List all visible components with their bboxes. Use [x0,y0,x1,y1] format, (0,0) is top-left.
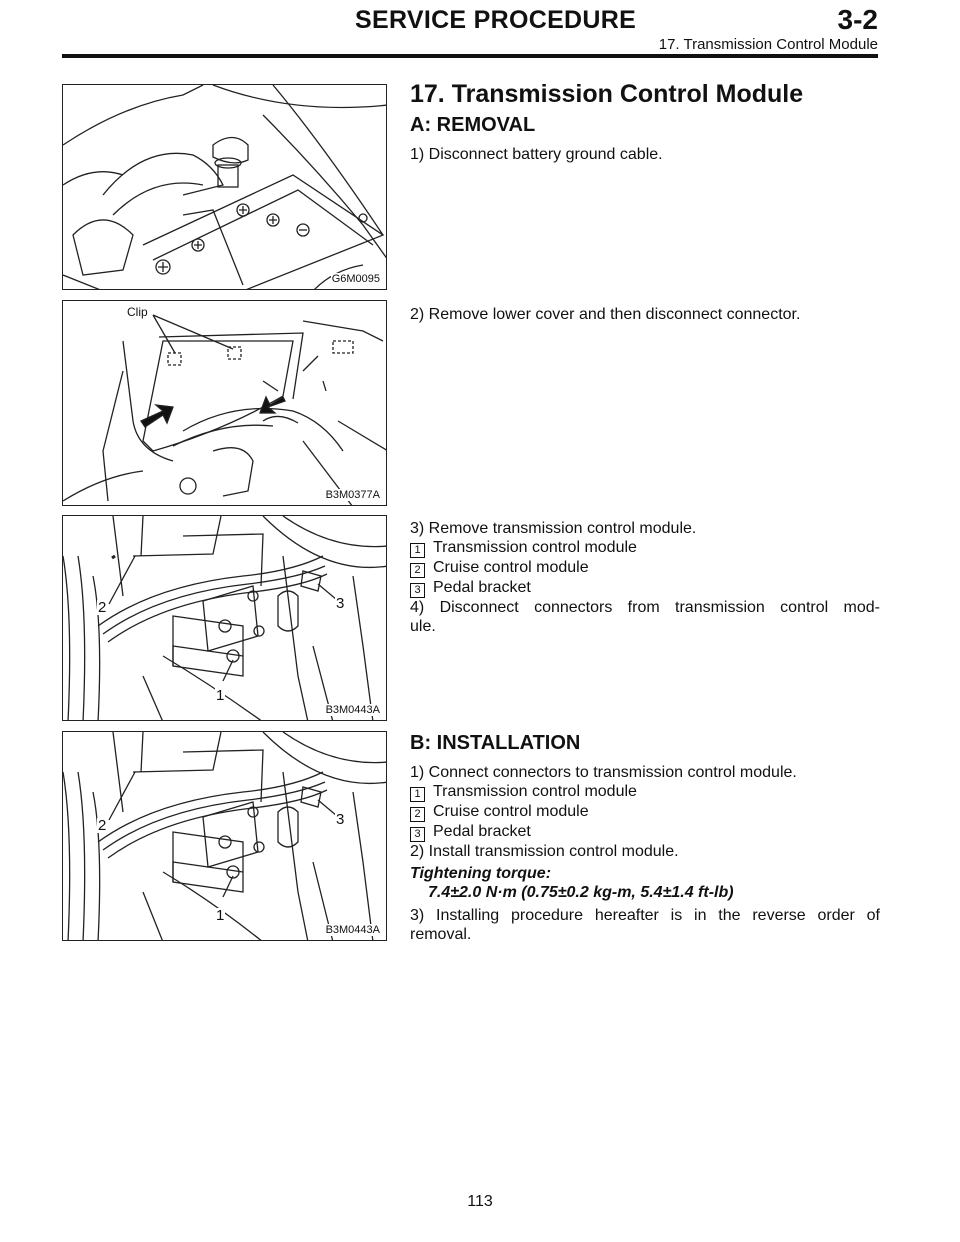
legend-item: 3 Pedal bracket [410,822,880,842]
removal-step-4: 4) Disconnect connectors from transmission control mod- [410,599,880,616]
removal-heading: A: REMOVAL [410,114,536,136]
callout-3: 3 [336,811,345,828]
legend-item: 2 Cruise control module [410,802,880,822]
battery-cable-illustration [63,85,387,290]
section-subtitle: 17. Transmission Control Module [658,36,878,53]
figure-battery-cable [62,84,387,290]
removal-step-4-cont: ule. [410,618,436,635]
callout-2: 2 [98,599,107,616]
callout-3: 3 [336,595,345,612]
lower-cover-illustration [63,301,387,506]
callout-2: 2 [98,817,107,834]
removal-step-3: 3) Remove transmission control module. [410,520,697,537]
legend-item: 2 Cruise control module [410,558,880,578]
removal-step-3-block [410,519,880,636]
figure-code: B3M0443A [325,704,380,716]
figure-code: B3M0377A [325,489,380,501]
installation-steps [410,763,880,944]
page-header [0,0,960,62]
header-rule [62,54,878,58]
figure-tcm-installation [62,731,387,941]
section-title: SERVICE PROCEDURE [355,6,637,34]
removal-step-1: 1) Disconnect battery ground cable. [410,146,663,163]
legend-item: 1 Transmission control module [410,538,880,558]
figure-tcm-removal [62,515,387,721]
removal-step-2: 2) Remove lower cover and then disconnect connector. [410,306,801,323]
figure-code: G6M0095 [331,273,380,285]
section-number: 3-2 [837,4,878,35]
torque-label: Tightening torque: [410,865,552,882]
legend-item: 1 Transmission control module [410,782,880,802]
callout-1: 1 [216,907,225,924]
installation-heading: B: INSTALLATION [410,732,581,754]
figure-code: B3M0443A [325,924,380,936]
installation-step-2: 2) Install transmission control module. [410,843,679,860]
figure-lower-cover [62,300,387,506]
callout-1: 1 [216,687,225,704]
torque-value: 7.4±2.0 N·m (0.75±0.2 kg-m, 5.4±1.4 ft-lb) [428,884,734,901]
installation-step-3-cont: removal. [410,926,472,943]
page-number: 113 [467,1193,493,1210]
installation-step-3: 3) Installing procedure hereafter is in the reverse order of [410,907,880,924]
installation-step-1: 1) Connect connectors to transmission control module. [410,764,797,781]
page-title: 17. Transmission Control Module [410,80,804,108]
legend-item: 3 Pedal bracket [410,578,880,598]
clip-label: Clip [127,305,148,319]
